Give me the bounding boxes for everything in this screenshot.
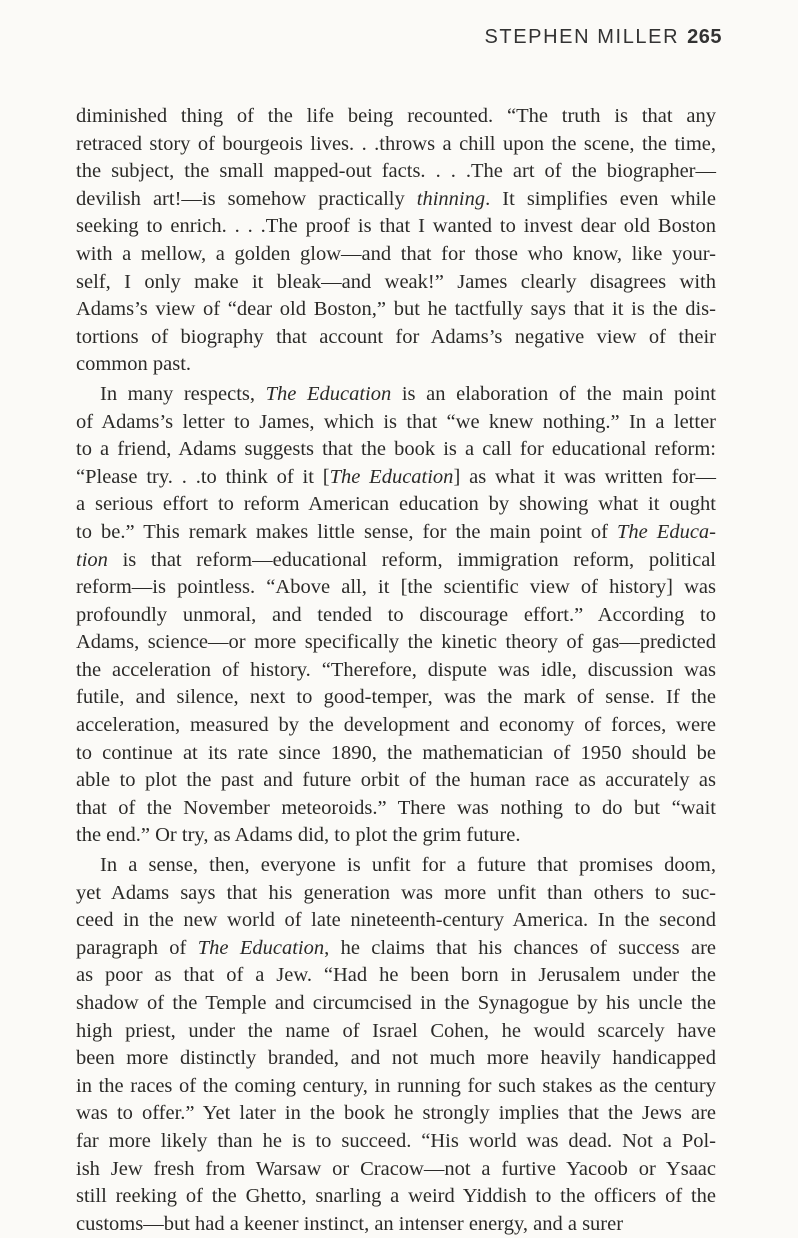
author-name: STEPHEN MILLER [484, 26, 680, 48]
text-line: profoundly unmoral, and tended to discourage effort.” According to [76, 603, 716, 626]
text-line: yet Adams says that his generation was more unfit than others to suc- [76, 881, 716, 904]
text-line: a serious effort to reform American education by showing what it ought [76, 493, 716, 516]
text-line: common past. [76, 353, 192, 376]
text-line: the subject, the small mapped-out facts. . . .The art of the biographer— [76, 160, 716, 183]
text-line: to a friend, Adams suggests that the book is a call for educational reform: [76, 438, 716, 461]
text-line: able to plot the past and future orbit of the human race as accurately as [76, 769, 716, 792]
running-head [484, 26, 722, 49]
text-line: the acceleration of history. “Therefore, dispute was idle, discussion was [76, 658, 716, 681]
text-line: paragraph of The Education, he claims that his chances of success are [76, 936, 717, 959]
text-line: “Please try. . .to think of it [The Education] as what it was written for— [76, 465, 716, 488]
text-line: retraced story of bourgeois lives. . .throws a chill upon the scene, the time, [76, 132, 716, 155]
text-line: In many respects, The Education is an elaboration of the main point [100, 382, 716, 405]
text-line: was to offer.” Yet later in the book he strongly implies that the Jews are [76, 1102, 716, 1125]
text-line: the end.” Or try, as Adams did, to plot the grim future. [76, 824, 521, 847]
text-line: reform—is pointless. “Above all, it [the scientific view of history] was [76, 576, 716, 599]
text-line: as poor as that of a Jew. “Had he been born in Jerusalem under the [76, 964, 716, 987]
text-line: ceed in the new world of late nineteenth-century America. In the second [76, 909, 716, 932]
text-line: far more likely than he is to succeed. “His world was dead. Not a Pol- [76, 1129, 716, 1152]
paragraph [76, 852, 716, 1238]
text-line: customs—but had a keener instinct, an intenser energy, and a surer [76, 1212, 624, 1235]
text-line: futile, and silence, next to good-temper, was the mark of sense. If the [76, 686, 716, 709]
text-line: devilish art!—is somehow practically thinning. It simplifies even while [76, 187, 716, 210]
text-line: ish Jew fresh from Warsaw or Cracow—not a furtive Yacoob or Ysaac [76, 1157, 716, 1180]
text-line: in the races of the coming century, in running for such stakes as the century [76, 1074, 716, 1097]
text-line: diminished thing of the life being recounted. “The truth is that any [76, 105, 716, 127]
text-line: shadow of the Temple and circumcised in the Synagogue by his uncle the [76, 992, 716, 1014]
text-line: to continue at its rate since 1890, the mathematician of 1950 should be [76, 741, 716, 764]
text-line: still reeking of the Ghetto, snarling a weird Yiddish to the officers of the [76, 1185, 716, 1208]
paragraph [76, 381, 716, 850]
text-line: with a mellow, a golden glow—and that for those who know, like your- [76, 242, 716, 265]
text-line: acceleration, measured by the development and economy of forces, were [76, 714, 716, 737]
text-line: to be.” This remark makes little sense, for the main point of The Educa- [76, 520, 716, 543]
text-line: seeking to enrich. . . .The proof is that I wanted to invest dear old Boston [76, 215, 716, 238]
text-line: of Adams’s letter to James, which is that “we knew nothing.” In a letter [76, 410, 716, 433]
page-number: 265 [687, 26, 722, 48]
text-line: Adams’s view of “dear old Boston,” but he tactfully says that it is the dis- [76, 298, 716, 321]
text-line: high priest, under the name of Israel Cohen, he would scarcely have [76, 1019, 716, 1042]
text-line: tion is that reform—educational reform, immigration reform, political [76, 548, 716, 571]
body-text [76, 103, 716, 1238]
text-line: In a sense, then, everyone is unfit for a future that promises doom, [100, 854, 716, 877]
text-line: self, I only make it bleak—and weak!” James clearly disagrees with [76, 270, 716, 293]
text-line: tortions of biography that account for Adams’s negative view of their [76, 325, 716, 348]
text-line: Adams, science—or more specifically the kinetic theory of gas—predicted [76, 631, 716, 654]
text-line: that of the November meteoroids.” There was nothing to do but “wait [76, 796, 716, 819]
text-line: been more distinctly branded, and not much more heavily handicapped [76, 1047, 716, 1070]
paragraph [76, 103, 716, 379]
